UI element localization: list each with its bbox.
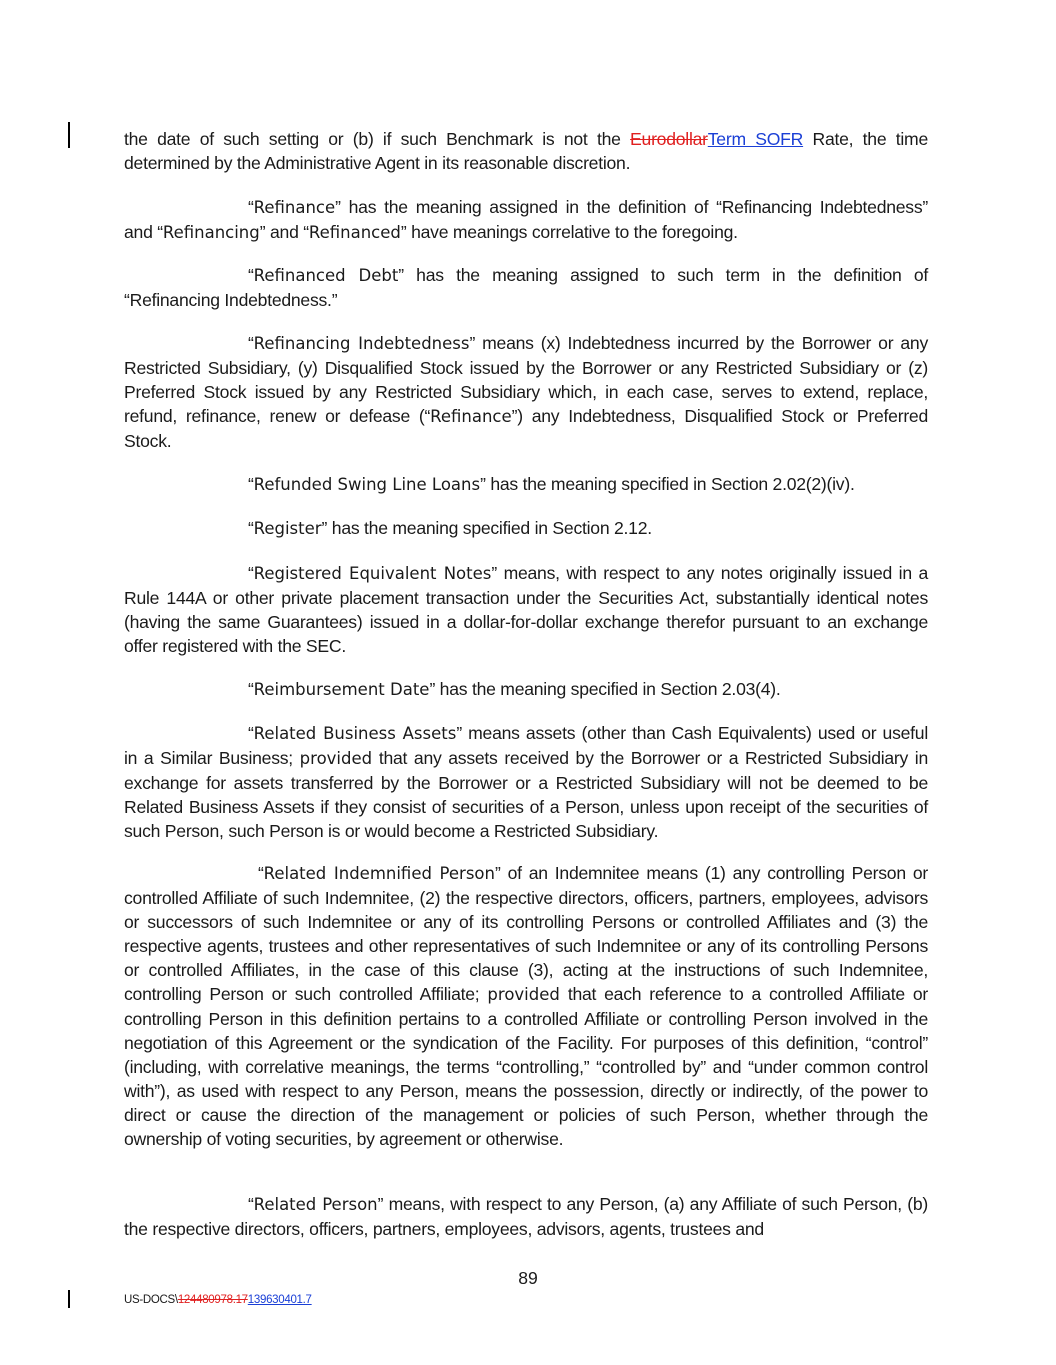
defined-term: Refinanced: [308, 223, 401, 242]
definition-refunded-swing-line-loans: “Refunded Swing Line Loans” has the meaning specified in Section 2.02(2)(iv).: [248, 474, 855, 494]
change-bar: [68, 1290, 70, 1308]
definition-refinance: “Refinance” has the meaning assigned in the definition of “Refinancing Indebtedness” and “Refinancing” and “Refinanced” have meanings correlative to the foregoing.: [124, 197, 928, 242]
proviso-term: provided: [299, 749, 373, 768]
defined-term: Refinanced Debt: [253, 266, 399, 285]
definition-related-indemnified-person: “Related Indemnified Person” of an Indemnitee means (1) any controlling Person or controlled Affiliate of such Indemnitee, (2) the respective directors, officers, partners, employees, advisors or successors of such Indemnitee or any of its controlling Persons or controlled Affiliates and (3) the respective agents, trustees and other representatives of such Indemnitee or any of its controlling Persons or controlled Affiliates, in the case of this clause (3), acting at the instructions of such Indemnitee, controlling Person or such controlled Affiliate; provided that each reference to a controlled Affiliate or controlling Person in this definition pertains to a controlled Affiliate or controlling Person involved in the negotiation of this Agreement or the syndication of the Facility. For purposes of this definition, “control” (including, with correlative meanings, the terms “controlling,” “controlled by” and “under common control with”), as used with respect to any Person, means the possession, directly or indirectly, of the power to direct or cause the direction of the management or policies of such Person, whether through the ownership of voting securities, by agreement or otherwise.: [124, 863, 929, 1149]
paragraph-continuation: the date of such setting or (b) if such Benchmark is not the EurodollarTerm SOFR Rate, the time determined by the Administrative Agent in its reasonable discretion.: [124, 129, 928, 173]
definition-reimbursement-date: “Reimbursement Date” has the meaning specified in Section 2.03(4).: [248, 679, 781, 699]
document-id-footer: US-DOCS\124480978.17139630401.7: [124, 1294, 312, 1306]
defined-term: Refinancing: [162, 223, 260, 242]
defined-term: Register: [253, 519, 322, 538]
definition-related-business-assets: “Related Business Assets” means assets (other than Cash Equivalents) used or useful in a Similar Business; provided that any assets received by the Borrower or a Restricted Subsidiary in exchange for assets transferred by the Borrower or a Restricted Subsidiary will not be deemed to be Related Business Assets if they consist of securities of a Person, unless upon receipt of the securities of such Person, such Person is or would become a Restricted Subsidiary.: [124, 723, 928, 841]
deleted-text: Eurodollar: [630, 129, 708, 149]
defined-term: Refinancing Indebtedness: [253, 334, 470, 353]
inserted-text: Term SOFR: [707, 129, 804, 149]
defined-term: Refinance: [430, 407, 512, 426]
deleted-doc-id: 124480978.17: [177, 1294, 248, 1306]
defined-term: Refunded Swing Line Loans: [253, 475, 481, 494]
definition-register: “Register” has the meaning specified in Section 2.12.: [248, 518, 652, 538]
defined-term: Reimbursement Date: [253, 680, 430, 699]
defined-term: Related Indemnified Person: [263, 864, 495, 883]
definition-registered-equivalent-notes: “Registered Equivalent Notes” means, with respect to any notes originally issued in a Rule 144A or other private placement transaction under the Securities Act, substantially identical notes (having the same Guarantees) issued in a dollar-for-dollar exchange therefor pursuant to an exchange offer registered with the SEC.: [124, 563, 928, 656]
defined-term: Registered Equivalent Notes: [253, 564, 492, 583]
definition-refinancing-indebtedness: “Refinancing Indebtedness” means (x) Indebtedness incurred by the Borrower or any Restricted Subsidiary, (y) Disqualified Stock issued by the Borrower or any Restricted Subsidiary or (z) Preferred Stock issued by any Restricted Subsidiary which, in each case, serves to extend, replace, refund, refinance, renew or defease (“Refinance”) any Indebtedness, Disqualified Stock or Preferred Stock.: [124, 333, 928, 451]
change-bar: [68, 122, 70, 148]
definition-related-person: “Related Person” means, with respect to any Person, (a) any Affiliate of such Person, (b) the respective directors, officers, partners, employees, advisors, agents, trustees and: [124, 1194, 928, 1239]
inserted-doc-id: 139630401.7: [247, 1294, 312, 1306]
proviso-term: provided: [487, 985, 560, 1004]
page-number: 89: [518, 1268, 538, 1288]
definition-refinanced-debt: “Refinanced Debt” has the meaning assigned to such term in the definition of “Refinancing Indebtedness.”: [124, 265, 928, 310]
defined-term: Related Person: [253, 1195, 378, 1214]
defined-term: Refinance: [253, 198, 336, 217]
defined-term: Related Business Assets: [253, 724, 457, 743]
